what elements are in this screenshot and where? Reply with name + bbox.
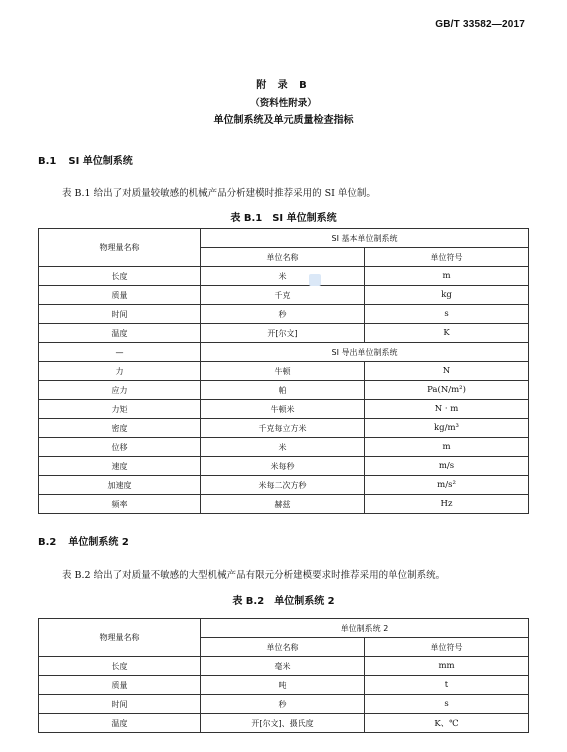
cell-quantity: 温度 bbox=[39, 714, 201, 733]
cell-unit-name: 开[尔文]、摄氏度 bbox=[201, 714, 365, 733]
table-row bbox=[39, 362, 529, 381]
cell-unit-symbol: K、℃ bbox=[365, 714, 529, 733]
cell-unit-name: 秒 bbox=[201, 305, 365, 324]
cell-quantity: 质量 bbox=[39, 676, 201, 695]
cell-unit-name: 吨 bbox=[201, 676, 365, 695]
cell-quantity: 时间 bbox=[39, 305, 201, 324]
cell-unit-name: 赫兹 bbox=[201, 495, 365, 514]
cell-unit-name: 米 bbox=[201, 267, 365, 286]
cell-quantity: 频率 bbox=[39, 495, 201, 514]
unit-system-2-table bbox=[38, 618, 529, 733]
header-unit-symbol: 单位符号 bbox=[365, 248, 529, 267]
cell-quantity: 力矩 bbox=[39, 400, 201, 419]
table-row bbox=[39, 438, 529, 457]
annex-type: （资料性附录） bbox=[250, 98, 317, 109]
cell-unit-symbol: K bbox=[365, 324, 529, 343]
cell-unit-name: 毫米 bbox=[201, 657, 365, 676]
cell-unit-symbol: m/s bbox=[365, 457, 529, 476]
cell-unit-symbol: Hz bbox=[365, 495, 529, 514]
cell-quantity: 速度 bbox=[39, 457, 201, 476]
cell-unit-name: 秒 bbox=[201, 695, 365, 714]
cell-quantity: 质量 bbox=[39, 286, 201, 305]
table-row bbox=[39, 714, 529, 733]
cell-unit-name: 米每秒 bbox=[201, 457, 365, 476]
cell-quantity: 时间 bbox=[39, 695, 201, 714]
cell-unit-name: 千克 bbox=[201, 286, 365, 305]
header-unit-name: 单位名称 bbox=[201, 248, 365, 267]
cell-unit-symbol: s bbox=[365, 695, 529, 714]
table-header-row bbox=[39, 229, 529, 248]
table-title: SI 单位制系统 bbox=[272, 213, 337, 224]
standard-code: GB/T 33582—2017 bbox=[435, 19, 525, 30]
header-derived-group: SI 导出单位制系统 bbox=[201, 343, 529, 362]
cell-unit-symbol: mm bbox=[365, 657, 529, 676]
cell-quantity: 密度 bbox=[39, 419, 201, 438]
cell-unit-name: 千克每立方米 bbox=[201, 419, 365, 438]
table-number: 表 B.2 bbox=[232, 596, 265, 607]
cell-unit-symbol: m bbox=[365, 267, 529, 286]
cell-unit-name: 牛顿米 bbox=[201, 400, 365, 419]
annex-title: 附 录 B bbox=[256, 80, 311, 91]
table-caption-b1 bbox=[0, 209, 567, 224]
table-number: 表 B.1 bbox=[230, 213, 263, 224]
cell-unit-symbol: kg bbox=[365, 286, 529, 305]
cell-quantity: 力 bbox=[39, 362, 201, 381]
cell-quantity: 位移 bbox=[39, 438, 201, 457]
table-row bbox=[39, 476, 529, 495]
cell-unit-symbol: N · m bbox=[365, 400, 529, 419]
header-group: 单位制系统 2 bbox=[201, 619, 529, 638]
header-quantity: 物理量名称 bbox=[39, 619, 201, 657]
table-row bbox=[39, 695, 529, 714]
cell-quantity: 长度 bbox=[39, 267, 201, 286]
section-heading-b2 bbox=[38, 533, 129, 548]
table-row bbox=[39, 286, 529, 305]
table-title: 单位制系统 2 bbox=[274, 596, 335, 607]
section-paragraph-b1: 表 B.1 给出了对质量较敏感的机械产品分析建模时推荐采用的 SI 单位制。 bbox=[62, 188, 376, 199]
table-row bbox=[39, 324, 529, 343]
section-number: B.1 bbox=[38, 156, 57, 167]
watermark-mark bbox=[309, 274, 321, 286]
cell-unit-symbol: m/s² bbox=[365, 476, 529, 495]
table-caption-b2 bbox=[0, 592, 567, 607]
table-row bbox=[39, 381, 529, 400]
section-paragraph-b2: 表 B.2 给出了对质量不敏感的大型机械产品有限元分析建模要求时推荐采用的单位制系统。 bbox=[62, 570, 446, 581]
cell-unit-name: 开[尔文] bbox=[201, 324, 365, 343]
cell-dash: — bbox=[39, 343, 201, 362]
table-row bbox=[39, 457, 529, 476]
cell-unit-name: 牛顿 bbox=[201, 362, 365, 381]
table-group-row bbox=[39, 343, 529, 362]
cell-unit-symbol: kg/m³ bbox=[365, 419, 529, 438]
table-row bbox=[39, 419, 529, 438]
header-unit-name: 单位名称 bbox=[201, 638, 365, 657]
section-number: B.2 bbox=[38, 537, 57, 548]
cell-quantity: 长度 bbox=[39, 657, 201, 676]
table-row bbox=[39, 657, 529, 676]
table-row bbox=[39, 305, 529, 324]
header-quantity: 物理量名称 bbox=[39, 229, 201, 267]
section-title: SI 单位制系统 bbox=[68, 156, 133, 167]
cell-unit-name: 米每二次方秒 bbox=[201, 476, 365, 495]
header-base-group: SI 基本单位制系统 bbox=[201, 229, 529, 248]
table-row bbox=[39, 400, 529, 419]
annex-name: 单位制系统及单元质量检查指标 bbox=[213, 115, 354, 126]
si-unit-table bbox=[38, 228, 529, 514]
cell-unit-symbol: N bbox=[365, 362, 529, 381]
cell-unit-symbol: m bbox=[365, 438, 529, 457]
table-row bbox=[39, 676, 529, 695]
cell-quantity: 温度 bbox=[39, 324, 201, 343]
table-row bbox=[39, 495, 529, 514]
cell-quantity: 应力 bbox=[39, 381, 201, 400]
table-row bbox=[39, 267, 529, 286]
cell-unit-symbol: Pa(N/m²) bbox=[365, 381, 529, 400]
cell-unit-name: 米 bbox=[201, 438, 365, 457]
cell-unit-symbol: s bbox=[365, 305, 529, 324]
cell-unit-symbol: t bbox=[365, 676, 529, 695]
cell-quantity: 加速度 bbox=[39, 476, 201, 495]
table-header-row bbox=[39, 619, 529, 638]
cell-unit-name: 帕 bbox=[201, 381, 365, 400]
section-heading-b1 bbox=[38, 152, 133, 167]
section-title: 单位制系统 2 bbox=[68, 537, 129, 548]
header-unit-symbol: 单位符号 bbox=[365, 638, 529, 657]
